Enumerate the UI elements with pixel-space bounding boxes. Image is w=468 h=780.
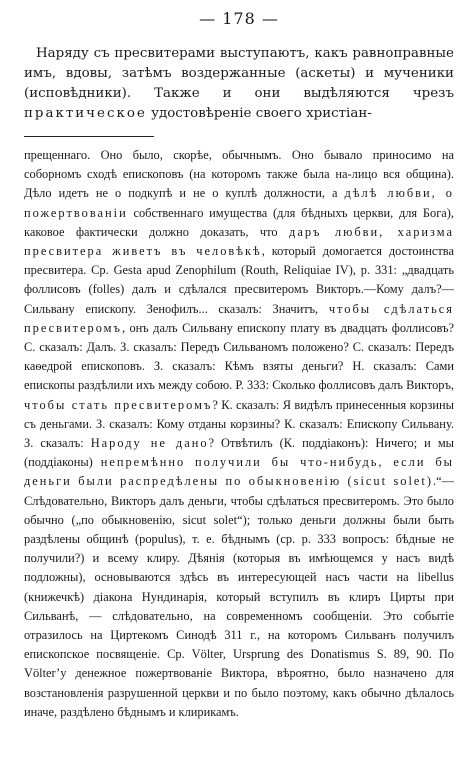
footnote-text-7: .“—Слѣдовательно, Викторъ далъ деньги, чтобы сдѣлаться пресвитеромъ. Это было обычно („по обыкновенію, sicut solet“); только деньги должны были быть раздѣлены общинѣ (populus), т. е. бѣднымъ (ср. р. 333 вопросъ: бѣдные не получили?) и всему клиру. Дѣянія (которыя въ имѣющемся у насъ видѣ подложны), основываются здѣсь въ интересующей насъ части на libellus (книжечкѣ) діакона Нундинарія, который вступилъ въ клиръ Цирты при Сильванѣ, — слѣдовательно, на современномъ сообщеніи. Это событіе отразилось на Циртекомъ Синодѣ 311 г., на которомъ Сильванъ получилъ епископское посвященіе. Ср. Völter, Ursprung des Donatismus S. 89, 90. По Völter’у денежное пожертвованіе Виктора, вѣроятно, было назначено для возстановленія разрушенной церкви и по было поэтому, какъ обычно дѣлалось иначе, раздѣлено бѣднымъ и клирикамъ. xyxy=(24,474,454,719)
footnote-spaced-3: чтобы сдѣлаться пресвитеромъ xyxy=(24,301,454,335)
main-text-part-2: удостовѣреніе своего христіан- xyxy=(146,106,372,121)
footnote-spaced-1: дѣлѣ любви, о пожертвованіи xyxy=(24,186,454,220)
footnote-text-5: ? К. сказалъ: Я видѣлъ принесенныя корзины съ деньгами. З. сказалъ: Кому отданы корзины? К. сказалъ: Епископу Сильвану. З. сказалъ: xyxy=(24,397,454,451)
footnote-text-6: ? Отвѣтилъ (К. поддіаконъ): Ничего; и мы (поддіаконы) xyxy=(24,436,454,470)
footnote-text-2: собственнаго имущества (для бѣдныхъ церкви, для Бога), каковое фактически должно доказать, что xyxy=(24,205,454,239)
footnote-spaced-5: Народу не дано xyxy=(90,436,209,451)
main-paragraph xyxy=(24,44,454,124)
footnote-text-4: , онъ далъ Сильвану епископу плату въ двадцать фоллисовъ? С. сказалъ: Далъ. З. сказалъ: Передъ Сильваномъ положено? С. сказалъ: Передъ каѳедрой епископовъ. З. сказалъ: Кѣмъ взяты деньги? Н. сказалъ: Сами епископы раздѣлили ихъ между собою. Р. 333: Сколько фоллисовъ далъ Викторъ, xyxy=(24,320,454,393)
footnote-divider xyxy=(24,136,154,137)
page-number: — 178 — xyxy=(199,9,279,28)
main-text-part-1: Наряду съ пресвитерами выступаютъ, какъ равноправные имъ, вдовы, затѣмъ воздержанные (аскеты) и мученики (исповѣдники). Также и они выдѣляются чрезъ xyxy=(24,46,454,101)
footnote-spaced-4: чтобы стать пресвитеромъ xyxy=(24,397,213,412)
footnote-spaced-6: непремѣнно получили бы что-нибудь, если бы деньги были распредѣлены по обыкновенію (sicut solet) xyxy=(24,455,454,489)
main-text-spaced: практическое xyxy=(24,106,147,121)
footnote-text-1: прещеннаго. Оно было, скорѣе, обычнымъ. Оно бывало приносимо на соборномъ сходѣ епископовъ (на которомъ также была на-лицо вся община). Дѣло идетъ не о подкупѣ и не о куплѣ должности, а xyxy=(24,148,454,201)
footnote-text-3: , который домогается достоинства пресвитера. Ср. Gesta apud Zenophilum (Routh, Reliquiae IV), р. 331: „двадцать фоллисовъ (folles) далъ и сдѣлался пресвитеромъ Викторъ.—Кому далъ?—Сильвану епископу. Зенофилъ... сказалъ: Значитъ, xyxy=(24,244,454,316)
footnote-paragraph xyxy=(24,146,454,722)
footnote-spaced-2: даръ любви, харизма пресвитера живетъ въ человѣкѣ xyxy=(24,224,455,259)
